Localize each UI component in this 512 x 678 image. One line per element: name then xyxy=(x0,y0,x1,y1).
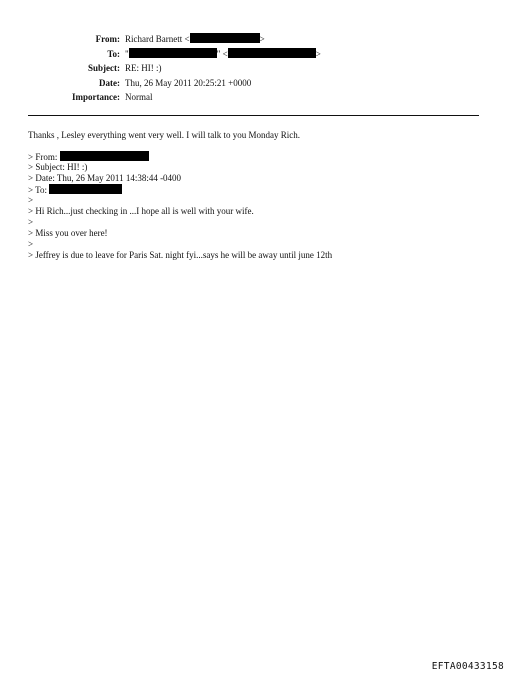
date-value: Thu, 26 May 2011 20:25:21 +0000 xyxy=(125,77,252,88)
bates-number: EFTA00433158 xyxy=(431,661,504,672)
email-header xyxy=(30,32,350,105)
header-divider xyxy=(28,115,479,116)
quoted-subject-line: > Subject: HI! :) xyxy=(28,162,88,172)
from-suffix: > xyxy=(259,34,265,44)
date-row xyxy=(30,76,350,91)
to-value xyxy=(125,47,321,62)
redaction-bar xyxy=(49,184,122,194)
email-body xyxy=(28,129,488,261)
reply-text: Thanks , Lesley everything went very well. I will talk to you Monday Rich. xyxy=(28,130,300,140)
subject-label: Subject: xyxy=(88,63,120,73)
to-middle: " < xyxy=(216,48,228,59)
redaction-bar xyxy=(190,33,260,43)
redaction-bar xyxy=(228,48,316,58)
importance-value: Normal xyxy=(125,92,153,102)
to-prefix: " xyxy=(125,48,129,59)
quoted-text-line: > Miss you over here! xyxy=(28,228,108,238)
quoted-from-label: > From: xyxy=(28,152,58,162)
subject-value: RE: HI! :) xyxy=(125,63,162,73)
importance-row xyxy=(30,90,350,105)
quoted-blank-line: > xyxy=(28,217,34,227)
redaction-bar xyxy=(129,48,217,58)
quoted-text-line: > Jeffrey is due to leave for Paris Sat. night fyi...says he will be away until june 12th xyxy=(28,250,333,260)
from-value xyxy=(125,32,265,47)
from-label: From: xyxy=(95,34,120,44)
quoted-date-line: > Date: Thu, 26 May 2011 14:38:44 -0400 xyxy=(28,173,182,183)
quoted-blank-line: > xyxy=(28,239,34,249)
quoted-to-line xyxy=(28,184,488,195)
importance-label: Importance: xyxy=(72,92,120,102)
from-name: Richard Barnett < xyxy=(125,34,190,44)
date-label: Date: xyxy=(99,77,120,88)
to-suffix: > xyxy=(315,48,321,59)
to-label: To: xyxy=(107,48,120,59)
quoted-blank-line: > xyxy=(28,195,34,205)
to-row xyxy=(30,47,350,62)
subject-row xyxy=(30,61,350,76)
from-row xyxy=(30,32,350,47)
quoted-to-label: > To: xyxy=(28,185,48,195)
quoted-text-line: > Hi Rich...just checking in ...I hope all is well with your wife. xyxy=(28,206,254,216)
quoted-message xyxy=(28,151,488,261)
quoted-from-line xyxy=(28,151,488,162)
redaction-bar xyxy=(60,151,149,161)
